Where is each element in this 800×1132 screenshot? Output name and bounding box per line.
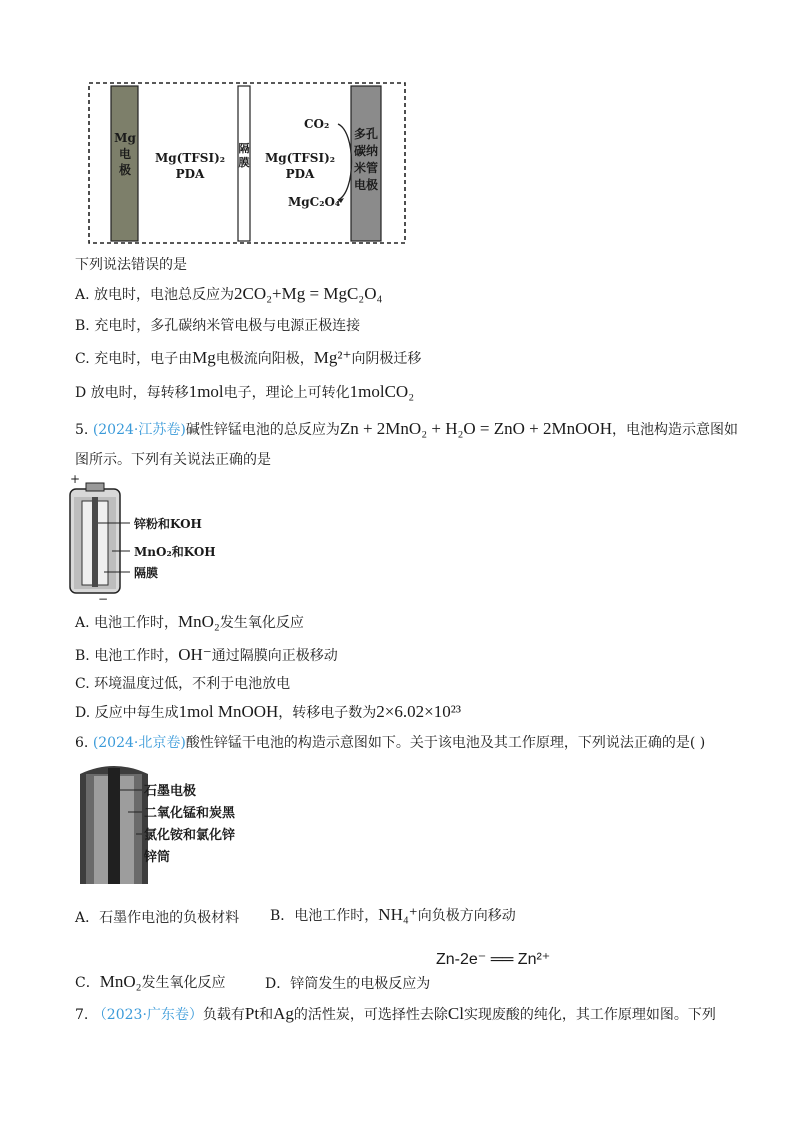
q5-option-b — [75, 645, 338, 666]
q6-c-suffix: 发生氧化反应 — [141, 975, 226, 991]
mg-electrode-label: Mg 电 极 — [114, 131, 136, 177]
q6-option-d: D．锌筒发生的电极反应为 — [265, 976, 431, 992]
q4-c-suffix: 向阴极迁移 — [351, 351, 422, 367]
q5-option-a — [75, 612, 304, 633]
q4-option-c — [75, 348, 421, 369]
graphite-electrode-label: 石墨电极 — [144, 784, 197, 799]
q6-source: (2024·北京卷) — [92, 735, 186, 751]
q6-stem-text: 酸性锌锰干电池的构造示意图如下。关于该电池及其工作原理，下列说法正确的是( ) — [185, 735, 706, 751]
q5-b-oh: OH⁻ — [178, 645, 212, 664]
q7-s2: 和 — [259, 1007, 274, 1023]
q5-source: (2024·江苏卷) — [92, 422, 186, 438]
q6-b-prefix: B．电池工作时， — [270, 908, 379, 924]
membrane-label: 隔 膜 — [238, 142, 250, 169]
left-electrolyte-label: Mg(TFSI)₂ PDA — [154, 151, 225, 181]
q4-a-prefix: A. 放电时，电池总反应为 — [75, 287, 235, 303]
alkaline-battery-figure — [68, 472, 258, 606]
separator-label: 隔膜 — [134, 566, 159, 580]
q6-option-b — [270, 905, 516, 926]
q5-option-c: C. 环境温度过低，不利于电池放电 — [75, 676, 291, 692]
q4-d-mid: 电子，理论上可转化 — [223, 385, 350, 401]
q5-d-mnooh: 1mol MnOOH — [178, 702, 279, 721]
q4-option-b: B. 充电时，多孔碳纳米管电极与电源正极连接 — [75, 318, 361, 334]
q7-source: （2023·广东卷） — [92, 1007, 203, 1023]
mno2-koh-label: MnO₂和KOH — [134, 545, 216, 559]
dry-cell-diagram — [78, 760, 278, 888]
q7-s4: 实现废酸的纯化，其工作原理如图。下列 — [463, 1007, 716, 1023]
q5-formula: Zn + 2MnO₂ + H₂O = ZnO + 2MnOOH — [339, 419, 612, 438]
q5-b-prefix: B. 电池工作时， — [75, 648, 179, 664]
q4-c-mid: 电极流向阳极， — [215, 351, 314, 367]
mgc2o4-label: MgC₂O₄ — [288, 195, 341, 209]
q7-cl: Cl — [447, 1004, 464, 1023]
q6-b-nh4: NH₄⁺ — [378, 905, 418, 924]
q5-option-d — [75, 702, 461, 723]
battery-minus-label: − — [98, 592, 109, 606]
zinc-can-label: 锌筒 — [144, 850, 171, 865]
q6-stem — [75, 733, 705, 753]
q5-stem2: ，电池构造示意图如 — [611, 422, 738, 438]
q7-ag: Ag — [273, 1004, 294, 1023]
co2-label: CO₂ — [304, 117, 330, 131]
q5-d-num: 2×6.02×10²³ — [376, 702, 461, 721]
q4-d-prefix: D 放电时，每转移 — [75, 385, 189, 401]
q6-d-formula: Zn-2e⁻ ══ Zn²⁺ — [436, 951, 551, 968]
q5-stem1: 碱性锌锰电池的总反应为 — [185, 422, 340, 438]
q5-a-mno2: MnO₂ — [178, 612, 220, 631]
q4-c-ion: Mg²⁺ — [313, 348, 352, 367]
q5-number: 5. — [75, 422, 89, 438]
q7-number: 7. — [75, 1007, 89, 1023]
q5-b-suffix: 通过隔膜向正极移动 — [211, 648, 338, 664]
q4-c-mg: Mg — [192, 348, 216, 367]
q5-stem-line1 — [75, 419, 738, 440]
nh4cl-zncl2-label: 氯化铵和氯化锌 — [144, 828, 236, 843]
q4-stem: 下列说法错误的是 — [75, 257, 187, 273]
cnt-electrode-label: 多孔 碳纳 米管 电极 — [353, 127, 378, 192]
q6-b-suffix: 向负极方向移动 — [417, 908, 516, 924]
q4-d-co2: 1molCO₂ — [349, 382, 415, 401]
right-electrolyte-label: Mg(TFSI)₂ PDA — [264, 151, 335, 181]
q6-number: 6. — [75, 735, 89, 751]
battery-plus-label: + — [70, 472, 81, 486]
q4-d-mol: 1mol — [188, 382, 224, 401]
q5-a-suffix: 发生氧化反应 — [219, 615, 304, 631]
q4-option-a — [75, 284, 382, 305]
q6-c-mno2: MnO₂ — [99, 972, 142, 991]
q7-s1: 负载有 — [202, 1007, 245, 1023]
q7-stem — [75, 1004, 716, 1025]
q4-c-prefix: C. 充电时，电子由 — [75, 351, 193, 367]
q4-option-d — [75, 382, 414, 403]
q4-a-formula: 2CO₂+Mg = MgC₂O₄ — [234, 284, 383, 303]
q6-c-prefix: C． — [75, 975, 100, 991]
q7-s3: 的活性炭，可选择性去除 — [293, 1007, 448, 1023]
q5-d-mid: ，转移电子数为 — [278, 705, 377, 721]
q5-a-prefix: A. 电池工作时， — [75, 615, 179, 631]
q5-d-prefix: D. 反应中每生成 — [75, 705, 179, 721]
q7-pt: Pt — [244, 1004, 260, 1023]
q5-stem-line2: 图所示。下列有关说法正确的是 — [75, 452, 271, 468]
zinc-koh-label: 锌粉和KOH — [134, 517, 202, 531]
mg-co2-battery-figure — [88, 82, 406, 244]
dry-cell-figure — [78, 760, 278, 888]
q6-option-a: A．石墨作电池的负极材料 — [75, 910, 240, 926]
mno2-carbon-label: 二氧化锰和炭黑 — [144, 806, 236, 821]
alkaline-battery-diagram — [68, 475, 258, 605]
q6-option-c — [75, 972, 226, 993]
